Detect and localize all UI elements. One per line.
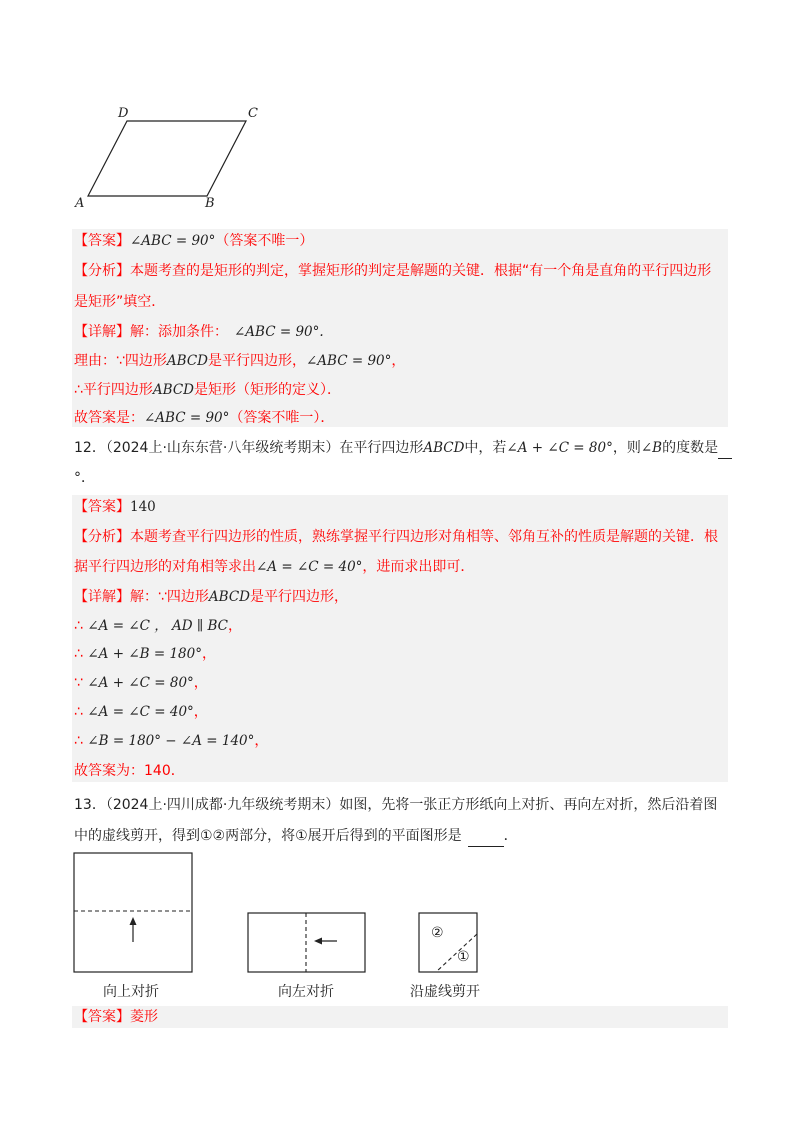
analysis-tag: 【分析】 (74, 263, 130, 279)
detail-math: ∠ABC = 90°. (234, 324, 324, 340)
step-math: ∠B = 180° − ∠A = 140° (87, 733, 255, 749)
detail-math: ABCD (208, 589, 250, 605)
step-math: ∠A = ∠C ， AD ∥ BC (87, 618, 228, 634)
step-math: ∠A + ∠C = 80° (87, 675, 194, 691)
vertex-label-a: A (75, 196, 85, 211)
step-symbol: ∴ (74, 733, 83, 749)
answer-note: （答案不唯一） (215, 233, 314, 249)
caption-fold-up: 向上对折 (103, 984, 159, 1000)
detail-text: 是矩形（矩形的定义）． (194, 382, 341, 398)
step-math: ∠A = ∠C = 40° (87, 704, 194, 720)
q11-analysis-line2: 是矩形”填空． (74, 294, 166, 310)
analysis-text: 据平行四边形的对角相等求出 (74, 559, 256, 575)
step-symbol: ∵ (74, 675, 83, 691)
q13-solution-panel (72, 1006, 728, 1028)
stem-text: 的度数是 (662, 440, 719, 456)
stem-text: 中，若 (464, 440, 507, 456)
answer-math: ∠ABC = 90° (130, 233, 216, 249)
detail-text: 解：添加条件： (130, 324, 228, 340)
detail-text: ， (391, 353, 406, 369)
step-tail: ， (227, 618, 242, 634)
step-tail: ， (193, 704, 208, 720)
stem-text: ，则 (612, 440, 641, 456)
detail-text: 是平行四边形， (250, 589, 348, 605)
step-symbol: ∴ (74, 646, 83, 662)
caption-fold-left: 向左对折 (278, 984, 334, 1000)
answer-value: 菱形 (130, 1009, 158, 1025)
detail-text: 是平行四边形， (208, 353, 306, 369)
step-tail: ， (254, 733, 269, 749)
answer-tag: 【答案】 (74, 499, 130, 515)
detail-math: ABCD (152, 382, 194, 398)
stem-math: ∠B (640, 440, 663, 456)
vertex-label-b: B (205, 196, 215, 211)
stem-text: 中的虚线剪开，得到①②两部分，将①展开后得到的平面图形是 (74, 828, 462, 844)
piece-label-two: ② (431, 925, 444, 941)
q13-stem-line1: 13．（2024上·四川成都·九年级统考期末）如图，先将一张正方形纸向上对折、再向左对折，然后沿着图 (74, 797, 718, 813)
analysis-text: ，进而求出即可． (362, 559, 475, 575)
q12-stem-line2: °． (74, 470, 95, 486)
stem-math: ∠A + ∠C = 80° (506, 440, 613, 456)
answer-tag: 【答案】 (74, 1009, 130, 1025)
detail-text: （答案不唯一）． (229, 410, 335, 426)
vertex-label-d: D (118, 106, 129, 121)
step-symbol: ∴ (74, 704, 83, 720)
caption-cut: 沿虚线剪开 (410, 984, 480, 1000)
answer-value: 140 (130, 499, 156, 515)
step-symbol: ∴ (74, 618, 83, 634)
step-tail: ， (201, 646, 216, 662)
analysis-text: 本题考查的是矩形的判定，掌握矩形的判定是解题的关键．根据“有一个角是直角的平行四边形 (130, 263, 712, 279)
vertex-label-c: C (248, 106, 258, 121)
answer-tag: 【答案】 (74, 233, 130, 249)
stem-text: 12．（2024上·山东东营·八年级统考期末）在平行四边形 (74, 440, 424, 456)
step-tail: ， (193, 675, 208, 691)
detail-text: 故答案是： (74, 410, 144, 426)
detail-math: ∠ABC = 90° (144, 410, 230, 426)
analysis-text: 本题考查平行四边形的性质，熟练掌握平行四边形对角相等、邻角互补的性质是解题的关键．根 (130, 529, 718, 545)
piece-label-one: ① (457, 949, 470, 965)
detail-math: ∠ABC = 90° (306, 353, 392, 369)
step-math: ∠A + ∠B = 180° (87, 646, 202, 662)
q12-final-answer: 故答案为：140． (74, 763, 185, 779)
detail-tag: 【详解】 (74, 324, 130, 340)
detail-text: 理由：∵四边形 (74, 353, 167, 369)
analysis-tag: 【分析】 (74, 529, 130, 545)
detail-text: ∴平行四边形 (74, 382, 153, 398)
stem-text: ． (503, 828, 518, 844)
q13-answer (74, 1007, 158, 1027)
detail-text: 解：∵四边形 (130, 589, 209, 605)
analysis-math: ∠A = ∠C = 40° (256, 559, 363, 575)
detail-tag: 【详解】 (74, 589, 130, 605)
detail-math: ABCD (166, 353, 208, 369)
stem-math: ABCD (423, 440, 465, 456)
